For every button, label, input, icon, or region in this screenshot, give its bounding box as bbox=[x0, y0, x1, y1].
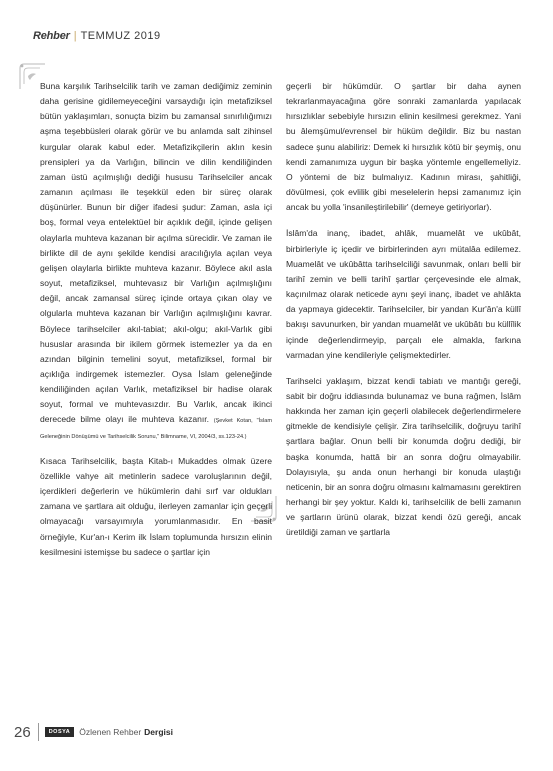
magazine-name-bold: Dergisi bbox=[144, 727, 173, 737]
left-paragraph-2: Kısaca Tarihselcilik, başta Kitab-ı Mukaddes olmak üzere özellikle vahye ait metinlerin sadece varoluşlarının değil, içerdikleri değerlerin ve hükümlerin dahi sırf var oldukları zamana ve şartlara ait olduğu, ilerleyen zamanlar için geçerli olmayacağı varsayımıyla yorumlanmasıdır. En basit örneğiyle, Kur'an-ı Kerim ilk İslam toplumunda hırsızın elinin kesilmesini istemişse bu sadece o şartlar için bbox=[40, 455, 272, 557]
magazine-name: Özlenen Rehber bbox=[79, 727, 142, 737]
running-header bbox=[33, 30, 161, 42]
header-issue-date: TEMMUZ 2019 bbox=[80, 30, 161, 42]
left-paragraph-1 bbox=[40, 79, 272, 443]
left-column bbox=[40, 79, 272, 560]
section-badge: DOSYA bbox=[45, 727, 75, 737]
header-brand: Rehber bbox=[33, 30, 70, 42]
header-separator: | bbox=[73, 30, 77, 42]
right-paragraph-3: Tarihselci yaklaşım, bizzat kendi tabiatı ve mantığı gereği, sabit bir doğru iddiasında bulunamaz ve buna rağmen, İslâm hakkında her zaman için geçerli olabilecek değerlendirmelere gitmekle de kendisiyle çelişir. Zira tarihselcilik, doğruyu tarihî şartlara bağlar. Onun belli bir konumda doğru dediği, bir başka konumda, hattâ bir an sonra doğru olmayabilir. Dolayısıyla, şu anda onun herhangi bir konuda ulaştığı neticenin, bir an sonra doğru olmasını kalmamasını gerektiren herhangi bir şey yoktur. Kaldı ki, tarihselcilik de belli zamanın ve şartların ürünü olarak, bizzat kendi özü gereği, ancak üretildiği zaman ve şartlarla bbox=[286, 375, 521, 538]
page-number: 26 bbox=[14, 723, 31, 741]
page-footer bbox=[14, 721, 173, 743]
right-paragraph-1: geçerli bir hükümdür. O şartlar bir daha aynen tekrarlanmayacağına göre sonraki zamanlarda yapılacak hırsızlıklar sebebiyle hırsızın elinin kesilmesi gerekmez. Yani bu âlemşümul/evrensel bir hüküm değildir. Biz bu nastan sadece şunu alabiliriz: Demek ki hırsızlık kötü bir şeymiş, onu kendi zamanımıza uygun bir başka yöntemle engellemeliyiz. O yöntemi de biz bulmalıyız. Kadının mirası, şahitliği, dövülmesi, çok evlilik gibi meselelerin hepsi zamanımız için ancak bu yolla 'insanileştirilebilir' (demeye getiriyorlar). bbox=[286, 81, 521, 213]
right-column bbox=[286, 79, 521, 541]
left-paragraph-1-text: Buna karşılık Tarihselcilik tarih ve zaman dediğimiz zeminin daha gerisine gidilemeyeceğini varsaydığı için metafiziksel bütün yaklaşımları, sonuçta bizim bu zamansal sınırlılığımızı aşma teşebbüsleri olarak görür ve bu anlamda salt zihinsel kurgular olarak kabul eder. Metafizikçilerin aklın kesin prensipleri ya da Varlığın, bilincin ve dilin kendiliğinden zaman üstü açılmışlığı dediği hususu Tarihselciler ancak zamanın açılması ile teşekkül eden bir süreç olarak düşünürler. Bunun bir diğer ifadesi şudur: Zaman, asla içi boş, formal veya entelektüel bir açıklık değil, içinde gelişen olaylarla muhteva kazanan bir açılma sürecidir. Ve zaman ile birlikte dil de aynı şekilde kendisi aracılığıyla açılan veya gelişen olaylarla birlikte muhteva kazanır. Böylece akıl asla soyut, metafiziksel, muhtevasız bir Varlığın açılmışlığını değil, ancak zamansal süreç içinde ortaya çıkan olay ve olgularla muhteva kazanan bir Varlığın açılmışlığını kavrar. Böylece tarihselciler akıl-tabiat; akıl-olgu; akıl-Varlık gibi hususlar arasında bir ikilem görmek istemezler ya da en azından bilginin temelini soyut, metafiziksel, formal bir açıklığa indirgemek istemezler. Oysa İslam geleneğinde kendiliğinden açılan Varlık, metafiziksel bir hadise olarak soyut, formal ve muhtevasızdır. Bu Varlık, ancak ikinci derecede bilme olayı ile muhteva kazanır. bbox=[40, 81, 272, 425]
right-paragraph-2: İslâm'da inanç, ibadet, ahlâk, muamelât ve ukûbât, birbirleriyle iç içedir ve birbirlerinden ayrı mütalâa edilemez. Muamelât ve ukûbâtta tarihselciliği savunmak, onları belli bir tarihî zemin ve belli tarihî şartlar çerçevesinde ele almak, kaçınılmaz olarak neticede aynı şeyi inanç, ibadet ve ahlâkta da yapmaya gidecektir. Tarihselciler, bir yandan Kur'ân'a küllî bakışı savunurken, bir yandan muamelât ve ukûbâtı bu küllîlik içinde değerlendirmeyip, parçalı ele almakla, farkına varmadan yine kendileriyle çelişmektedirler. bbox=[286, 228, 521, 360]
footer-divider bbox=[38, 723, 39, 741]
citation: (Şevket Kotan, "İslam Geleneğinin Dönüşümü ve Tarihselcilik Sorunu," Bilimname, VI, 2004/3, ss.123-24.) bbox=[40, 418, 272, 440]
